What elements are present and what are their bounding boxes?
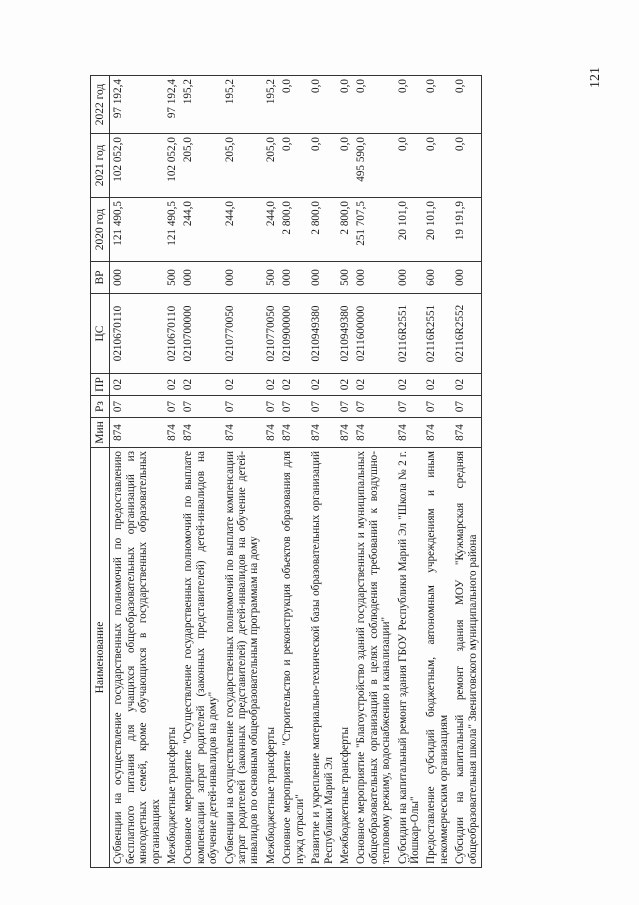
table-row xyxy=(308,76,337,868)
min-cell xyxy=(164,418,180,448)
vr-cell xyxy=(279,262,308,294)
header-vr: ВР xyxy=(91,262,110,294)
cell-line: 07 xyxy=(182,400,195,413)
name-cell: Развитие и укрепление материально-технической базы образовательных организаций Республики Марий Эл xyxy=(308,448,337,868)
pr-cell xyxy=(423,374,452,396)
header-2020: 2020 год xyxy=(91,198,110,262)
cell-line: 495 590,0 xyxy=(355,137,368,182)
pr-cell xyxy=(110,374,164,396)
cs-cell xyxy=(279,294,308,374)
cell-line: 07 xyxy=(223,400,236,413)
rz-cell xyxy=(353,396,394,418)
pr-cell xyxy=(337,374,353,396)
cell-line: 0,0 xyxy=(355,79,368,93)
amount-2022-cell xyxy=(180,76,221,134)
cell-line: 0,0 xyxy=(338,137,351,151)
cell-line: 07 xyxy=(264,400,277,413)
amount-2021-cell xyxy=(263,134,279,198)
amount-2020-cell xyxy=(337,198,353,262)
cell-line: 000 xyxy=(281,269,294,286)
cs-cell xyxy=(263,294,279,374)
amount-2021-cell xyxy=(164,134,180,198)
cell-line: 195,2 xyxy=(223,79,236,105)
name-cell: Основное мероприятие "Осуществление государственных полномочий по выплате компенсации затрат родителей (законных представителей) детей-инвалидов на обучение детей-инвалидов на дому" xyxy=(180,448,221,868)
cell-line: 000 xyxy=(310,269,323,286)
cs-cell xyxy=(423,294,452,374)
page-number: 121 xyxy=(588,67,603,88)
amount-2021-cell xyxy=(452,134,481,198)
vr-cell xyxy=(180,262,221,294)
rz-cell xyxy=(222,396,263,418)
cell-line: 874 xyxy=(182,424,195,441)
table-row xyxy=(337,76,353,868)
cell-line: 07 xyxy=(338,400,351,413)
cell-line: 500 xyxy=(264,269,277,286)
cell-line: 121 490,5 xyxy=(166,201,179,246)
cell-line: 244,0 xyxy=(182,201,195,227)
cell-line: 205,0 xyxy=(223,137,236,163)
name-cell: Субвенции на осуществление государственных полномочий по предоставлению бесплатного питания для учащихся общеобразовательных организаций из многодетных семей, кроме обучающихся в государственных образовательных организациях xyxy=(110,448,164,868)
cell-line: 07 xyxy=(454,400,467,413)
cell-line: 102 052,0 xyxy=(166,137,179,182)
cell-line: 0210700000 xyxy=(182,305,195,362)
cell-line: 07 xyxy=(310,400,323,413)
amount-2020-cell xyxy=(180,198,221,262)
cell-line: 0,0 xyxy=(310,79,323,93)
cell-line: 0,0 xyxy=(396,137,409,151)
cell-line: 000 xyxy=(355,269,368,286)
budget-table-rotated xyxy=(90,76,608,868)
amount-2022-cell xyxy=(263,76,279,134)
min-cell xyxy=(452,418,481,448)
cell-line: 195,2 xyxy=(264,79,277,105)
cell-line: 02 xyxy=(166,378,179,391)
vr-cell xyxy=(164,262,180,294)
header-rz: Рз xyxy=(91,396,110,418)
amount-2020-cell xyxy=(395,198,424,262)
amount-2022-cell xyxy=(308,76,337,134)
vr-cell xyxy=(308,262,337,294)
min-cell xyxy=(353,418,394,448)
min-cell xyxy=(423,418,452,448)
amount-2021-cell xyxy=(337,134,353,198)
amount-2022-cell xyxy=(395,76,424,134)
table-row xyxy=(452,76,481,868)
cell-line: 500 xyxy=(166,269,179,286)
name-cell: Основное мероприятие "Строительство и реконструкция объектов образования для нужд отрасли" xyxy=(279,448,308,868)
cell-line: 500 xyxy=(338,269,351,286)
amount-2021-cell xyxy=(308,134,337,198)
cell-line: 874 xyxy=(425,424,438,441)
cell-line: 02116R2552 xyxy=(454,304,467,363)
vr-cell xyxy=(353,262,394,294)
vr-cell xyxy=(452,262,481,294)
name-cell: Основное мероприятие "Благоустройство зданий государственных и муниципальных общеобразовательных организаций в целях соблюдения требований к воздушно-тепловому режиму, водоснабжению и канализации" xyxy=(353,448,394,868)
cell-line: 0210770050 xyxy=(223,305,236,362)
amount-2021-cell xyxy=(222,134,263,198)
cell-line: 07 xyxy=(355,400,368,413)
pr-cell xyxy=(395,374,424,396)
cell-line: 07 xyxy=(112,400,125,413)
cell-line: 0,0 xyxy=(425,137,438,151)
cell-line: 07 xyxy=(425,400,438,413)
table-row xyxy=(353,76,394,868)
cell-line: 0210670110 xyxy=(112,305,125,362)
header-cs: ЦС xyxy=(91,294,110,374)
cell-line: 0,0 xyxy=(454,79,467,93)
cell-line: 195,2 xyxy=(182,79,195,105)
cell-line: 205,0 xyxy=(264,137,277,163)
cell-line: 02116R2551 xyxy=(425,304,438,363)
cell-line: 874 xyxy=(310,424,323,441)
cell-line: 102 052,0 xyxy=(112,137,125,182)
cell-line: 000 xyxy=(182,269,195,286)
vr-cell xyxy=(395,262,424,294)
cell-line: 244,0 xyxy=(264,201,277,227)
name-cell: Субсидии на капитальный ремонт здания МОУ "Кужмарская средняя общеобразовательная школа" Звениговского муниципального района xyxy=(452,448,481,868)
cell-line: 02 xyxy=(425,378,438,391)
cell-line: 0,0 xyxy=(281,137,294,151)
cell-line: 600 xyxy=(425,269,438,286)
cell-line: 0,0 xyxy=(338,79,351,93)
pr-cell xyxy=(308,374,337,396)
cell-line: 0210770050 xyxy=(264,305,277,362)
cell-line: 02 xyxy=(396,378,409,391)
amount-2020-cell xyxy=(164,198,180,262)
pr-cell xyxy=(180,374,221,396)
rz-cell xyxy=(110,396,164,418)
cell-line: 0210900000 xyxy=(281,305,294,362)
amount-2021-cell xyxy=(423,134,452,198)
vr-cell xyxy=(263,262,279,294)
cell-line: 0210949380 xyxy=(310,305,323,362)
min-cell xyxy=(110,418,164,448)
amount-2020-cell xyxy=(308,198,337,262)
pr-cell xyxy=(222,374,263,396)
name-cell: Межбюджетные трансферты xyxy=(164,448,180,868)
table-row xyxy=(263,76,279,868)
vr-cell xyxy=(222,262,263,294)
cell-line: 874 xyxy=(264,424,277,441)
cell-line: 2 800,0 xyxy=(310,201,323,235)
table-row xyxy=(110,76,164,868)
pr-cell xyxy=(353,374,394,396)
table-row xyxy=(395,76,424,868)
rz-cell xyxy=(180,396,221,418)
cell-line: 874 xyxy=(396,424,409,441)
rz-cell xyxy=(308,396,337,418)
min-cell xyxy=(263,418,279,448)
pr-cell xyxy=(263,374,279,396)
rz-cell xyxy=(164,396,180,418)
amount-2020-cell xyxy=(222,198,263,262)
name-cell: Субсидии на капитальный ремонт здания ГБОУ Республики Марий Эл "Школа № 2 г. Йошкар-Олы" xyxy=(395,448,424,868)
pr-cell xyxy=(164,374,180,396)
cell-line: 20 101,0 xyxy=(425,201,438,241)
amount-2021-cell xyxy=(353,134,394,198)
cs-cell xyxy=(308,294,337,374)
name-cell: Межбюджетные трансферты xyxy=(337,448,353,868)
cs-cell xyxy=(395,294,424,374)
amount-2022-cell xyxy=(110,76,164,134)
amount-2020-cell xyxy=(263,198,279,262)
min-cell xyxy=(222,418,263,448)
cell-line: 02116R2551 xyxy=(396,304,409,363)
rz-cell xyxy=(279,396,308,418)
min-cell xyxy=(337,418,353,448)
cell-line: 251 707,5 xyxy=(355,201,368,246)
amount-2022-cell xyxy=(423,76,452,134)
cell-line: 02 xyxy=(264,378,277,391)
cell-line: 97 192,4 xyxy=(112,79,125,119)
cell-line: 07 xyxy=(166,400,179,413)
pr-cell xyxy=(452,374,481,396)
cell-line: 874 xyxy=(338,424,351,441)
cell-line: 874 xyxy=(454,424,467,441)
vr-cell xyxy=(423,262,452,294)
cell-line: 874 xyxy=(281,424,294,441)
pr-cell xyxy=(279,374,308,396)
cell-line: 0,0 xyxy=(310,137,323,151)
header-2022: 2022 год xyxy=(91,76,110,134)
cs-cell xyxy=(110,294,164,374)
cell-line: 000 xyxy=(112,269,125,286)
amount-2021-cell xyxy=(110,134,164,198)
min-cell xyxy=(180,418,221,448)
rz-cell xyxy=(395,396,424,418)
cell-line: 205,0 xyxy=(182,137,195,163)
table-header-row xyxy=(91,76,110,868)
min-cell xyxy=(308,418,337,448)
name-cell: Межбюджетные трансферты xyxy=(263,448,279,868)
header-2021: 2021 год xyxy=(91,134,110,198)
table-row xyxy=(222,76,263,868)
cell-line: 02 xyxy=(223,378,236,391)
cell-line: 02 xyxy=(281,378,294,391)
amount-2021-cell xyxy=(180,134,221,198)
amount-2022-cell xyxy=(222,76,263,134)
name-cell: Предоставление субсидий бюджетным, автономным учреждениям и иным некоммерческим организациям xyxy=(423,448,452,868)
amount-2022-cell xyxy=(353,76,394,134)
header-pr: ПР xyxy=(91,374,110,396)
cell-line: 02 xyxy=(182,378,195,391)
table-row xyxy=(164,76,180,868)
amount-2020-cell xyxy=(279,198,308,262)
cell-line: 000 xyxy=(396,269,409,286)
cell-line: 244,0 xyxy=(223,201,236,227)
min-cell xyxy=(279,418,308,448)
rz-cell xyxy=(452,396,481,418)
header-min: Мин xyxy=(91,418,110,448)
cell-line: 874 xyxy=(355,424,368,441)
name-cell: Субвенции на осуществление государственных полномочий по выплате компенсации затрат родителей (законных представителей) детей-инвалидов на обучение детей-инвалидов по основным общеобразовательным программам на дому xyxy=(222,448,263,868)
cs-cell xyxy=(164,294,180,374)
cell-line: 0,0 xyxy=(396,79,409,93)
cell-line: 02 xyxy=(310,378,323,391)
budget-table xyxy=(90,75,482,868)
cell-line: 07 xyxy=(396,400,409,413)
table-row xyxy=(423,76,452,868)
cell-line: 000 xyxy=(223,269,236,286)
amount-2022-cell xyxy=(337,76,353,134)
cell-line: 874 xyxy=(112,424,125,441)
cell-line: 02 xyxy=(112,378,125,391)
amount-2022-cell xyxy=(279,76,308,134)
cell-line: 0211600000 xyxy=(355,305,368,362)
rz-cell xyxy=(263,396,279,418)
table-row xyxy=(279,76,308,868)
amount-2020-cell xyxy=(423,198,452,262)
cs-cell xyxy=(222,294,263,374)
amount-2020-cell xyxy=(110,198,164,262)
cell-line: 121 490,5 xyxy=(112,201,125,246)
cs-cell xyxy=(353,294,394,374)
cell-line: 874 xyxy=(223,424,236,441)
cell-line: 2 800,0 xyxy=(338,201,351,235)
rz-cell xyxy=(337,396,353,418)
amount-2021-cell xyxy=(395,134,424,198)
amount-2022-cell xyxy=(452,76,481,134)
cell-line: 874 xyxy=(166,424,179,441)
cell-line: 02 xyxy=(454,378,467,391)
cell-line: 02 xyxy=(355,378,368,391)
cell-line: 0210949380 xyxy=(338,305,351,362)
min-cell xyxy=(395,418,424,448)
cell-line: 0,0 xyxy=(454,137,467,151)
cell-line: 000 xyxy=(454,269,467,286)
cell-line: 19 191,9 xyxy=(454,201,467,241)
cell-line: 20 101,0 xyxy=(396,201,409,241)
cs-cell xyxy=(180,294,221,374)
header-name: Наименование xyxy=(91,448,110,868)
amount-2021-cell xyxy=(279,134,308,198)
cell-line: 02 xyxy=(338,378,351,391)
cell-line: 97 192,4 xyxy=(166,79,179,119)
cell-line: 0,0 xyxy=(281,79,294,93)
cell-line: 07 xyxy=(281,400,294,413)
rz-cell xyxy=(423,396,452,418)
cell-line: 0210670110 xyxy=(166,305,179,362)
cs-cell xyxy=(452,294,481,374)
amount-2020-cell xyxy=(452,198,481,262)
cell-line: 2 800,0 xyxy=(281,201,294,235)
amount-2022-cell xyxy=(164,76,180,134)
cell-line: 0,0 xyxy=(425,79,438,93)
table-row xyxy=(180,76,221,868)
vr-cell xyxy=(110,262,164,294)
vr-cell xyxy=(337,262,353,294)
cs-cell xyxy=(337,294,353,374)
amount-2020-cell xyxy=(353,198,394,262)
